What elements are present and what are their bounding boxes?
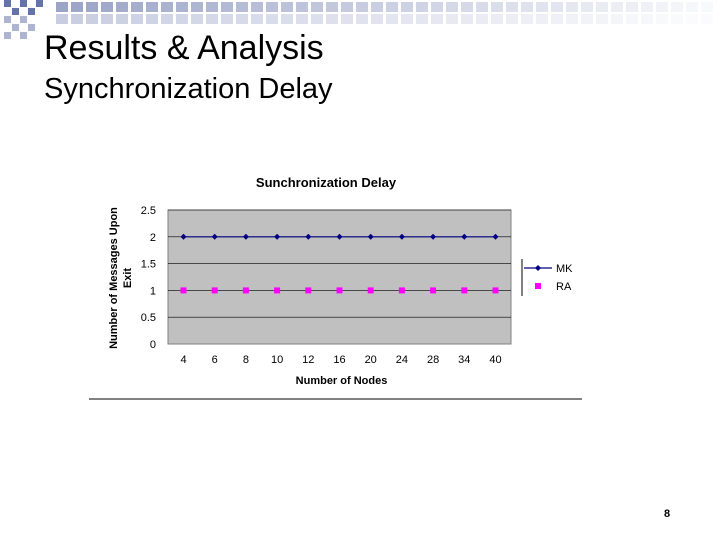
x-tick-label: 40 <box>489 354 502 366</box>
x-tick-label: 12 <box>302 354 315 366</box>
slide-subtitle: Synchronization Delay <box>44 73 333 105</box>
legend-label-ra: RA <box>556 281 572 293</box>
legend-marker-mk <box>535 265 541 271</box>
chart-title: Sunchronization Delay <box>255 175 397 190</box>
y-tick-label: 1.5 <box>140 258 156 271</box>
data-point-ra <box>305 287 311 293</box>
plot-area <box>168 210 511 344</box>
page-number: 8 <box>664 508 671 520</box>
data-point-ra <box>274 287 280 293</box>
x-tick-label: 16 <box>333 354 346 366</box>
data-point-ra <box>430 287 436 293</box>
x-tick-label: 34 <box>458 354 471 366</box>
data-point-ra <box>461 287 467 293</box>
legend-marker-ra <box>535 283 541 289</box>
data-point-ra <box>212 287 218 293</box>
y-axis-label: Number of Messages Upon Exit <box>108 207 134 349</box>
data-point-ra <box>181 287 187 293</box>
data-point-ra <box>368 287 374 293</box>
x-tick-label: 24 <box>395 354 409 366</box>
x-tick-label: 10 <box>270 354 284 366</box>
data-point-ra <box>243 287 249 293</box>
y-tick-label: 2 <box>149 231 156 244</box>
x-axis-label: Number of Nodes <box>295 375 388 387</box>
x-tick-label: 6 <box>211 354 218 366</box>
x-tick-label: 8 <box>242 354 249 366</box>
data-point-ra <box>399 287 405 293</box>
y-tick-label: 1 <box>149 285 156 298</box>
y-tick-label: 2.5 <box>140 205 156 217</box>
x-tick-label: 4 <box>180 354 187 366</box>
x-tick-label: 20 <box>364 354 377 366</box>
data-point-ra <box>493 287 499 293</box>
x-tick-label: 28 <box>426 354 440 366</box>
slide-title: Results & Analysis <box>44 29 324 67</box>
y-tick-label: 0 <box>149 339 156 351</box>
y-tick-label: 0.5 <box>140 312 156 325</box>
data-point-ra <box>337 287 343 293</box>
legend-label-mk: MK <box>556 263 573 275</box>
